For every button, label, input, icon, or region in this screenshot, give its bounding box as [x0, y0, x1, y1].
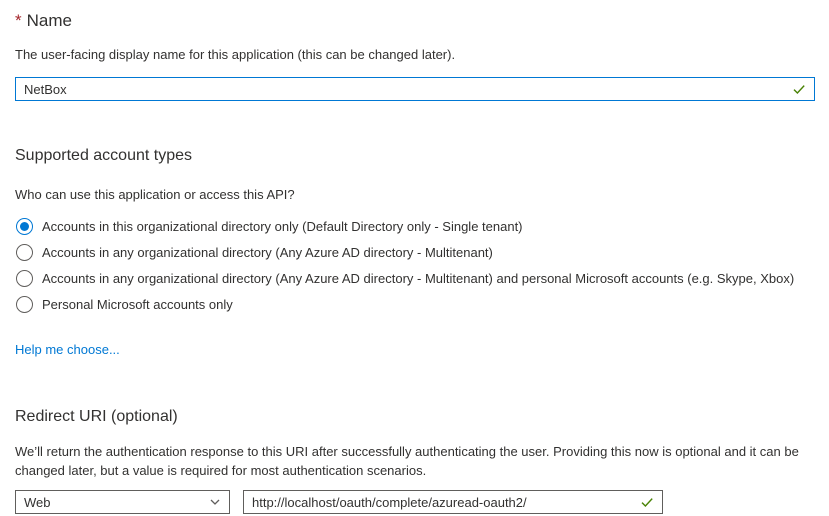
radio-option-multitenant[interactable] [15, 239, 815, 265]
name-input[interactable] [15, 77, 815, 101]
uri-valid-check-icon [640, 495, 654, 509]
radio-unselected-icon[interactable] [16, 296, 33, 313]
radio-unselected-icon[interactable] [16, 244, 33, 261]
redirect-uri-value: http://localhost/oauth/complete/azuread-oauth2/ [252, 494, 527, 510]
chevron-down-icon [209, 496, 221, 508]
radio-option-label: Accounts in any organizational directory (Any Azure AD directory - Multitenant) and personal Microsoft accounts (e.g. Skype, Xbox) [42, 270, 795, 286]
account-types-radio-group [15, 213, 815, 317]
radio-option-multitenant-personal[interactable] [15, 265, 815, 291]
name-section-label [15, 10, 815, 32]
account-types-question: Who can use this application or access this API? [15, 187, 295, 202]
redirect-uri-input[interactable] [243, 490, 663, 514]
radio-option-personal-only[interactable] [15, 291, 815, 317]
name-valid-check-icon [792, 82, 806, 96]
radio-option-label: Accounts in this organizational directory only (Default Directory only - Single tenant) [42, 218, 523, 234]
radio-option-single-tenant[interactable] [15, 213, 815, 239]
account-types-heading: Supported account types [15, 147, 193, 164]
name-label-text: Name [26, 11, 72, 30]
help-me-choose-link[interactable]: Help me choose... [15, 342, 120, 357]
radio-unselected-icon[interactable] [16, 270, 33, 287]
radio-option-label: Accounts in any organizational directory (Any Azure AD directory - Multitenant) [42, 244, 493, 260]
name-description: The user-facing display name for this application (this can be changed later). [15, 47, 456, 62]
required-asterisk: * [15, 11, 22, 30]
platform-select-value: Web [24, 494, 51, 510]
redirect-uri-heading: Redirect URI (optional) [15, 408, 178, 425]
redirect-uri-description: We’ll return the authentication response to this URI after successfully authenticating the user. Providing this now is optional and it can be changed later, but a value is required for most authentication scenarios. [15, 444, 799, 478]
radio-selected-icon[interactable] [16, 218, 33, 235]
redirect-uri-row [15, 490, 815, 514]
platform-select[interactable] [15, 490, 230, 514]
radio-option-label: Personal Microsoft accounts only [42, 296, 233, 312]
name-input-value: NetBox [24, 81, 67, 97]
